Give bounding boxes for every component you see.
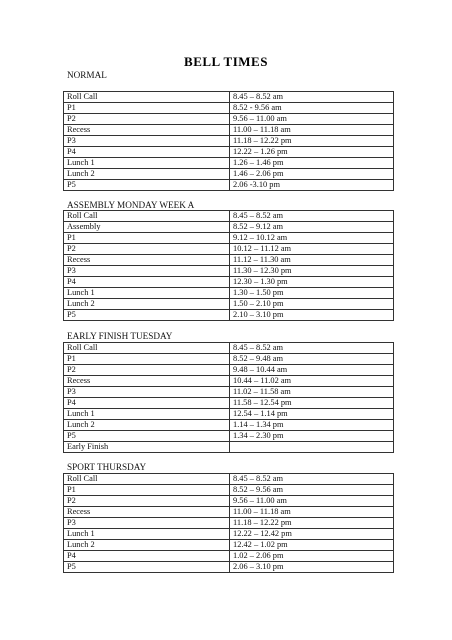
table-row: [64, 529, 394, 540]
period-cell: Lunch 1: [64, 409, 230, 420]
period-cell: Roll Call: [64, 343, 230, 354]
table-row: [64, 125, 394, 136]
period-cell: P5: [64, 310, 230, 321]
table-row: [64, 288, 394, 299]
table-row: [64, 136, 394, 147]
table-row: [64, 409, 394, 420]
table-row: [64, 233, 394, 244]
time-cell: [230, 442, 394, 453]
table-row: [64, 299, 394, 310]
time-cell: 12.22 – 12.42 pm: [230, 529, 394, 540]
time-cell: 2.06 – 3.10 pm: [230, 562, 394, 573]
period-cell: P5: [64, 562, 230, 573]
section-heading-sport-thursday: SPORT THURSDAY: [67, 462, 147, 472]
time-cell: 10.12 – 11.12 am: [230, 244, 394, 255]
time-cell: 1.50 – 2.10 pm: [230, 299, 394, 310]
time-cell: 8.45 – 8.52 am: [230, 92, 394, 103]
period-cell: P1: [64, 354, 230, 365]
period-cell: Recess: [64, 376, 230, 387]
table-row: [64, 562, 394, 573]
period-cell: P3: [64, 136, 230, 147]
period-cell: P5: [64, 431, 230, 442]
table-row: [64, 255, 394, 266]
time-cell: 11.30 – 12.30 pm: [230, 266, 394, 277]
time-cell: 8.52 – 9.56 am: [230, 485, 394, 496]
table-row: [64, 431, 394, 442]
table-row: [64, 354, 394, 365]
period-cell: P2: [64, 114, 230, 125]
page-title: BELL TIMES: [184, 54, 268, 69]
section-heading-normal: NORMAL: [67, 70, 107, 80]
time-cell: 11.00 – 11.18 am: [230, 507, 394, 518]
time-cell: 8.45 – 8.52 am: [230, 343, 394, 354]
period-cell: P1: [64, 485, 230, 496]
table-row: [64, 551, 394, 562]
time-cell: 12.54 – 1.14 pm: [230, 409, 394, 420]
table-row: [64, 158, 394, 169]
time-cell: 1.26 – 1.46 pm: [230, 158, 394, 169]
time-cell: 11.00 – 11.18 am: [230, 125, 394, 136]
time-cell: 9.48 – 10.44 am: [230, 365, 394, 376]
section-heading-early-finish-tuesday: EARLY FINISH TUESDAY: [67, 331, 173, 341]
section-heading-assembly-monday: ASSEMBLY MONDAY WEEK A: [67, 200, 195, 210]
period-cell: P3: [64, 266, 230, 277]
time-cell: 8.52 – 9.48 am: [230, 354, 394, 365]
period-cell: Recess: [64, 507, 230, 518]
table-row: [64, 244, 394, 255]
sport-thursday-times-table: [63, 473, 394, 573]
period-cell: P4: [64, 277, 230, 288]
period-cell: Roll Call: [64, 92, 230, 103]
period-cell: P2: [64, 496, 230, 507]
table-row: [64, 92, 394, 103]
time-cell: 8.52 – 9.12 am: [230, 222, 394, 233]
time-cell: 2.06 -3.10 pm: [230, 180, 394, 191]
time-cell: 10.44 – 11.02 am: [230, 376, 394, 387]
time-cell: 8.45 – 8.52 am: [230, 474, 394, 485]
table-row: [64, 103, 394, 114]
early-finish-tuesday-times-table: [63, 342, 394, 453]
table-row: [64, 266, 394, 277]
time-cell: 11.02 – 11.58 am: [230, 387, 394, 398]
time-cell: 11.12 – 11.30 am: [230, 255, 394, 266]
period-cell: Recess: [64, 125, 230, 136]
table-row: [64, 169, 394, 180]
period-cell: Lunch 1: [64, 288, 230, 299]
time-cell: 9.56 – 11.00 am: [230, 114, 394, 125]
table-row: [64, 277, 394, 288]
period-cell: P3: [64, 387, 230, 398]
table-row: [64, 211, 394, 222]
period-cell: P4: [64, 147, 230, 158]
period-cell: P5: [64, 180, 230, 191]
time-cell: 9.12 – 10.12 am: [230, 233, 394, 244]
time-cell: 9.56 – 11.00 am: [230, 496, 394, 507]
period-cell: Roll Call: [64, 211, 230, 222]
time-cell: 1.46 – 2.06 pm: [230, 169, 394, 180]
time-cell: 8.52 - 9.56 am: [230, 103, 394, 114]
time-cell: 8.45 – 8.52 am: [230, 211, 394, 222]
period-cell: Early Finish: [64, 442, 230, 453]
time-cell: 11.18 – 12.22 pm: [230, 518, 394, 529]
table-row: [64, 398, 394, 409]
time-cell: 1.30 – 1.50 pm: [230, 288, 394, 299]
period-cell: P4: [64, 398, 230, 409]
table-row: [64, 518, 394, 529]
period-cell: Lunch 2: [64, 169, 230, 180]
table-row: [64, 540, 394, 551]
table-row: [64, 180, 394, 191]
period-cell: P2: [64, 244, 230, 255]
table-row: [64, 376, 394, 387]
table-row: [64, 343, 394, 354]
table-row: [64, 387, 394, 398]
period-cell: Lunch 2: [64, 540, 230, 551]
period-cell: P1: [64, 103, 230, 114]
table-row: [64, 485, 394, 496]
period-cell: Assembly: [64, 222, 230, 233]
time-cell: 11.58 – 12.54 pm: [230, 398, 394, 409]
time-cell: 2.10 – 3.10 pm: [230, 310, 394, 321]
period-cell: Roll Call: [64, 474, 230, 485]
time-cell: 11.18 – 12.22 pm: [230, 136, 394, 147]
time-cell: 12.42 – 1.02 pm: [230, 540, 394, 551]
time-cell: 1.34 – 2.30 pm: [230, 431, 394, 442]
table-row: [64, 365, 394, 376]
period-cell: P4: [64, 551, 230, 562]
time-cell: 1.14 – 1.34 pm: [230, 420, 394, 431]
time-cell: 12.30 – 1.30 pm: [230, 277, 394, 288]
table-row: [64, 147, 394, 158]
normal-times-table: [63, 91, 394, 191]
period-cell: P2: [64, 365, 230, 376]
table-row: [64, 420, 394, 431]
table-row: [64, 507, 394, 518]
period-cell: Lunch 2: [64, 420, 230, 431]
period-cell: Lunch 2: [64, 299, 230, 310]
period-cell: Lunch 1: [64, 158, 230, 169]
table-row: [64, 474, 394, 485]
period-cell: Lunch 1: [64, 529, 230, 540]
table-row: [64, 310, 394, 321]
time-cell: 12.22 – 1.26 pm: [230, 147, 394, 158]
table-row: [64, 222, 394, 233]
table-row: [64, 442, 394, 453]
period-cell: Recess: [64, 255, 230, 266]
period-cell: P3: [64, 518, 230, 529]
table-row: [64, 114, 394, 125]
time-cell: 1.02 – 2.06 pm: [230, 551, 394, 562]
period-cell: P1: [64, 233, 230, 244]
table-row: [64, 496, 394, 507]
assembly-monday-times-table: [63, 210, 394, 321]
